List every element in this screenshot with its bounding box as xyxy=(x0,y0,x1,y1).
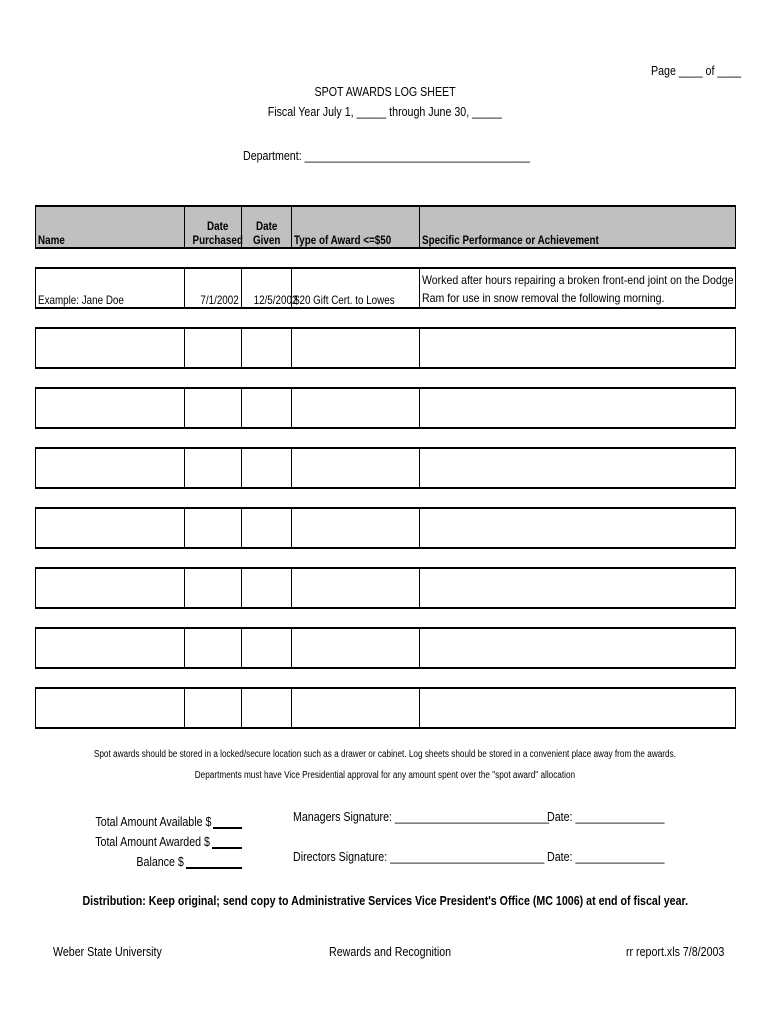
balance-row: Balance $ xyxy=(70,849,242,869)
column-header-date-given: Date Given xyxy=(242,206,292,248)
awards-log-table xyxy=(35,205,736,729)
table-row xyxy=(36,448,736,488)
column-header-name: Name xyxy=(36,206,185,248)
total-awarded-row: Total Amount Awarded $ xyxy=(70,829,242,849)
page-number: Page ____ of ____ xyxy=(651,63,742,78)
approval-note: Departments must have Vice Presidential approval for any amount spent over the "spot award" allocation xyxy=(194,770,576,781)
totals-block xyxy=(70,809,242,869)
table-row xyxy=(36,628,736,668)
balance-field[interactable] xyxy=(186,851,242,869)
managers-date-line[interactable]: Date: _______________ xyxy=(547,809,665,824)
column-header-performance: Specific Performance or Achievement xyxy=(420,206,736,248)
table-row xyxy=(36,388,736,428)
distribution-instructions: Distribution: Keep original; send copy to Administrative Services Vice President's Office (MC 1006) at end of fiscal year. xyxy=(82,893,688,908)
form-title: SPOT AWARDS LOG SHEET xyxy=(314,84,456,99)
column-header-date-purchased: Date Purchased xyxy=(185,206,242,248)
total-available-row: Total Amount Available $ xyxy=(70,809,242,829)
example-date-given: 12/5/2002 xyxy=(242,268,292,308)
example-performance: Worked after hours repairing a broken front-end joint on the Dodge Ram for use in snow removal the following morning. xyxy=(420,268,736,308)
managers-signature-line[interactable]: Managers Signature: __________________________ xyxy=(293,809,550,824)
table-header-row xyxy=(36,206,736,248)
total-awarded-field[interactable] xyxy=(212,831,242,849)
table-row xyxy=(36,688,736,728)
table-row xyxy=(36,568,736,608)
total-available-field[interactable] xyxy=(213,811,242,829)
fiscal-year-line: Fiscal Year July 1, _____ through June 30, _____ xyxy=(267,104,503,119)
example-type: $20 Gift Cert. to Lowes xyxy=(292,268,420,308)
example-date-purchased: 7/1/2002 xyxy=(185,268,242,308)
example-row xyxy=(36,268,736,308)
table-row xyxy=(36,508,736,548)
footer-organization: Weber State University xyxy=(53,944,162,959)
storage-note: Spot awards should be stored in a locked/secure location such as a drawer or cabinet. Log sheets should be stored in a convenient place away from the awards. xyxy=(93,749,677,760)
department-line: Department: ______________________________________ xyxy=(243,148,530,163)
directors-date-line[interactable]: Date: _______________ xyxy=(547,849,665,864)
table-row xyxy=(36,328,736,368)
column-header-type-of-award: Type of Award <=$50 xyxy=(292,206,420,248)
footer-document-name: Rewards and Recognition xyxy=(329,944,452,959)
directors-signature-line[interactable]: Directors Signature: __________________________ xyxy=(293,849,545,864)
footer-file-reference: rr report.xls 7/8/2003 xyxy=(626,944,725,959)
example-name: Example: Jane Doe xyxy=(36,268,185,308)
